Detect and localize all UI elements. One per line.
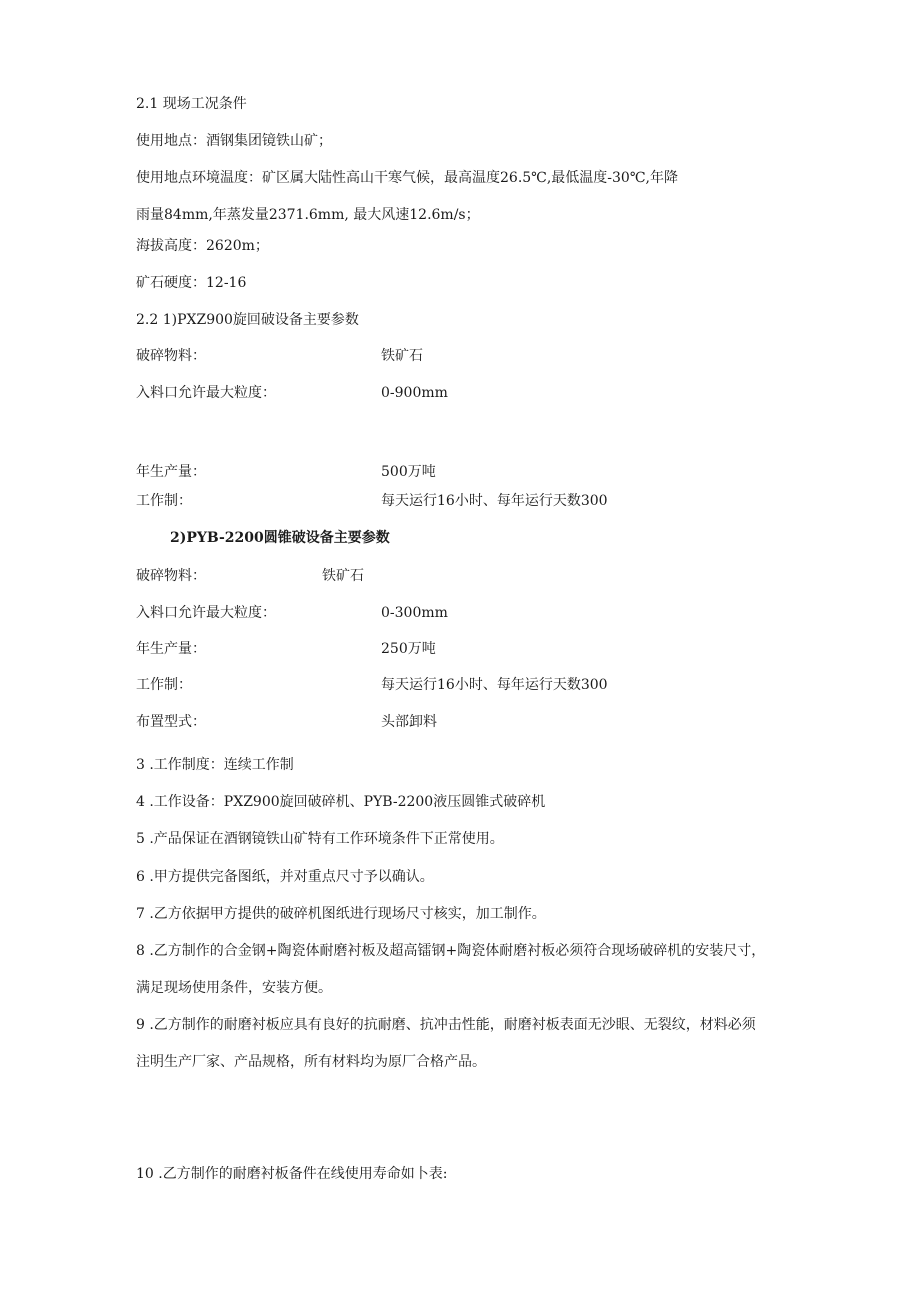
param-label: 破碎物料： <box>136 348 206 364</box>
param-value: 每天运行16小时、每年运行天数300 <box>381 677 608 693</box>
list-item: 4 .工作设备：PXZ900旋回破碎机、PYB-2200液压圆锥式破碎机 <box>136 794 546 810</box>
param-value: 铁矿石 <box>381 348 423 364</box>
param-label: 破碎物料： <box>136 568 206 584</box>
param-label: 年生产量： <box>136 464 206 480</box>
section-2-1-heading: 2.1 现场工况条件 <box>136 96 247 112</box>
param-label: 入料口允许最大粒度： <box>136 605 276 621</box>
environment-line-1: 使用地点环境温度：矿区属大陆性高山干寒气候，最高温度26.5℃,最低温度-30℃,年降 <box>136 170 678 186</box>
list-item: 9 .乙方制作的耐磨衬板应具有良好的抗耐磨、抗冲击性能，耐磨衬板表面无沙眼、无裂纹，材料必须 <box>136 1017 756 1033</box>
list-item-continuation: 满足现场使用条件，安装方便。 <box>136 980 332 996</box>
usage-location: 使用地点：酒钢集团镜铁山矿； <box>136 133 332 149</box>
list-item: 6 .甲方提供完备图纸，并对重点尺寸予以确认。 <box>136 869 434 885</box>
list-item: 3 .工作制度：连续工作制 <box>136 757 294 773</box>
environment-line-2: 雨量84mm,年蒸发量2371.6mm, 最大风速12.6m/s； <box>136 207 480 223</box>
param-value: 铁矿石 <box>322 568 364 584</box>
param-label: 工作制： <box>136 677 192 693</box>
param-value: 每天运行16小时、每年运行天数300 <box>381 493 608 509</box>
param-value: 500万吨 <box>381 464 436 480</box>
list-item: 10 .乙方制作的耐磨衬板备件在线使用寿命如卜表: <box>136 1166 448 1182</box>
param-label: 年生产量： <box>136 641 206 657</box>
param-label: 布置型式： <box>136 714 206 730</box>
altitude: 海拔高度：2620m； <box>136 238 269 254</box>
param-value: 0-900mm <box>381 385 448 401</box>
param-value: 头部卸料 <box>381 714 437 730</box>
param-label: 入料口允许最大粒度： <box>136 385 276 401</box>
list-item: 5 .产品保证在酒钢镜铁山矿特有工作环境条件下正常使用。 <box>136 831 504 847</box>
section-2-2-heading: 2.2 1)PXZ900旋回破设备主要参数 <box>136 312 359 328</box>
param-value: 250万吨 <box>381 641 436 657</box>
list-item-continuation: 注明生产厂家、产品规格，所有材料均为原厂合格产品。 <box>136 1054 486 1070</box>
pyb2200-heading: 2)PYB-2200圆锥破设备主要参数 <box>170 530 390 546</box>
param-label: 工作制： <box>136 493 192 509</box>
list-item: 8 .乙方制作的合金钢+陶瓷体耐磨衬板及超高镭钢+陶瓷体耐磨衬板必须符合现场破碎机的安装尺寸， <box>136 943 766 959</box>
ore-hardness: 矿石硬度：12-16 <box>136 275 247 291</box>
param-value: 0-300mm <box>381 605 448 621</box>
list-item: 7 .乙方依据甲方提供的破碎机图纸进行现场尺寸核实，加工制作。 <box>136 906 546 922</box>
